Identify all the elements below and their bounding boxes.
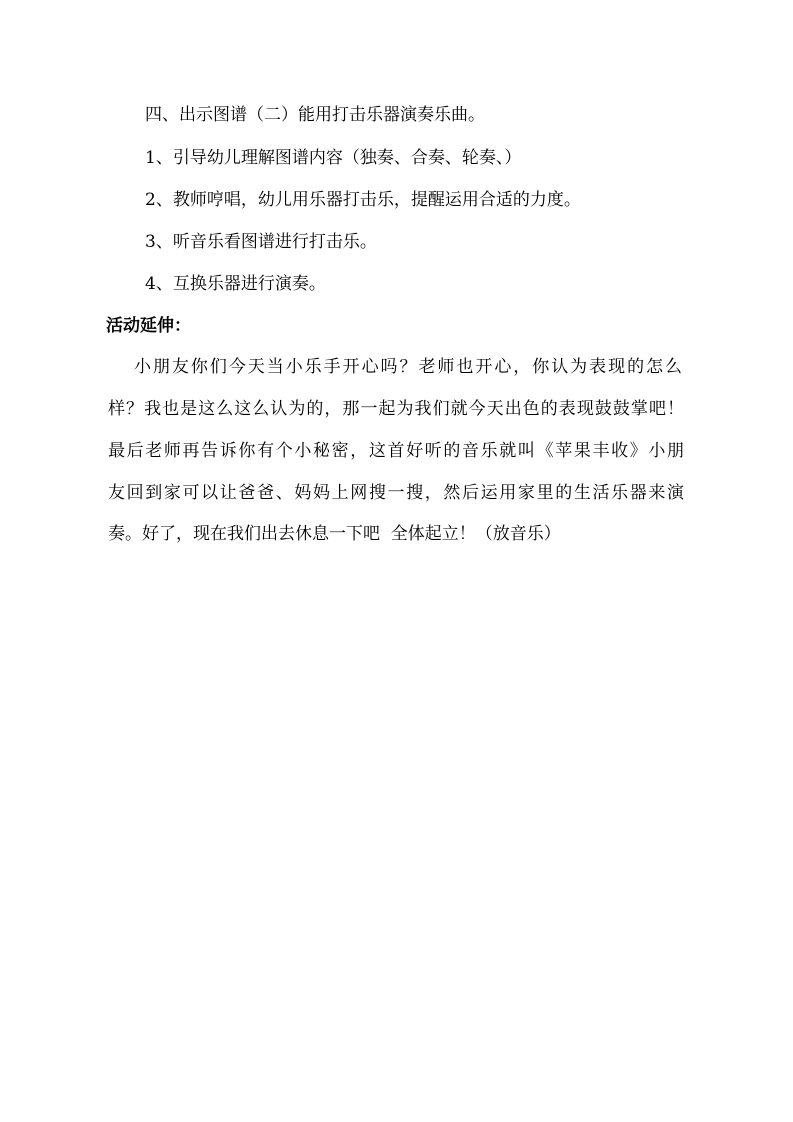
paragraph-line-2: 样？我也是这么这么认为的，那一起为我们就今天出色的表现鼓鼓掌吧！ xyxy=(108,399,684,419)
paragraph-line-1: 小朋友你们今天当小乐手开心吗？老师也开心，你认为表现的怎么 xyxy=(134,357,682,377)
paragraph-line-4: 友回到家可以让爸爸、妈妈上网搜一搜，然后运用家里的生活乐器来演 xyxy=(108,483,684,503)
step-item-1: 1、引导幼儿理解图谱内容（独奏、合奏、轮奏、） xyxy=(145,148,522,168)
step-item-3: 3、听音乐看图谱进行打击乐。 xyxy=(145,232,377,252)
extension-heading: 活动延伸： xyxy=(106,316,191,336)
paragraph-line-3: 最后老师再告诉你有个小秘密，这首好听的音乐就叫《苹果丰收》小朋 xyxy=(108,441,684,461)
paragraph-line-5: 奏。好了，现在我们出去休息一下吧 全体起立！（放音乐） xyxy=(108,524,561,544)
step-item-4: 4、互换乐器进行演奏。 xyxy=(145,274,326,294)
step-item-2: 2、教师哼唱，幼儿用乐器打击乐，提醒运用合适的力度。 xyxy=(145,190,581,210)
section-four-title: 四、出示图谱（二）能用打击乐器演奏乐曲。 xyxy=(145,105,485,125)
